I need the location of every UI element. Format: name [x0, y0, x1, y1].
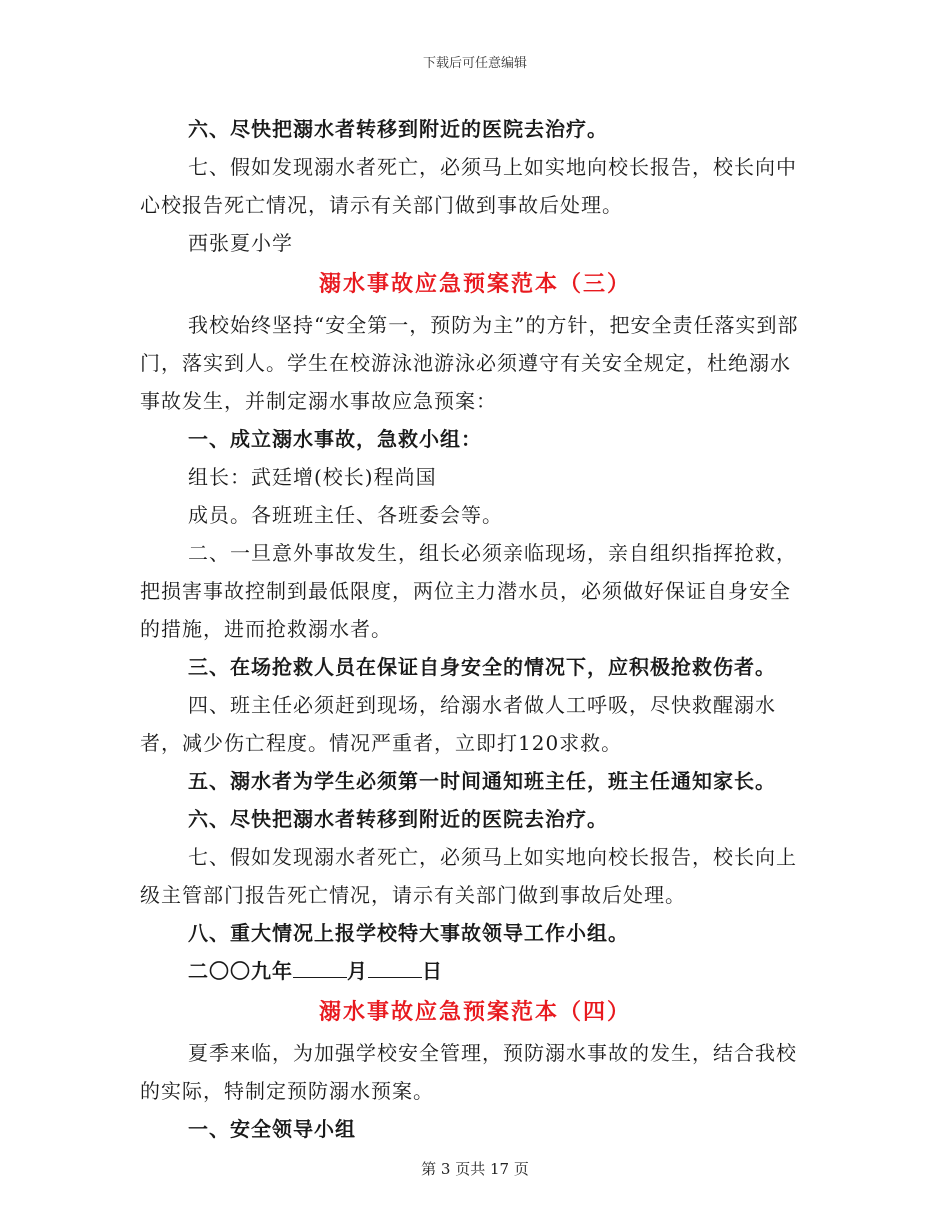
page-number-footer: 第 3 页共 17 页	[421, 1160, 529, 1178]
section-heading-4: 溺水事故应急预案范本（四）	[318, 999, 631, 1025]
paragraph-item-2: 二、一旦意外事故发生，组长必须亲临现场，亲自组织指挥抢救，把损害事故控制到最低限度，两位主力潜水员，必须做好保证自身安全的措施，进而抢救溺水者。	[140, 541, 797, 641]
date-day: 日	[422, 959, 443, 983]
paragraph-intro: 我校始终坚持“安全第一，预防为主”的方针，把安全责任落实到部门，落实到人。学生在校游泳池游泳必须遵守有关安全规定，杜绝溺水事故发生，并制定溺水事故应急预案：	[140, 313, 799, 413]
month-blank	[293, 955, 347, 978]
paragraph-item-1: 一、成立溺水事故，急救小组：	[188, 427, 482, 451]
paragraph-item-4: 四、班主任必须赶到现场，给溺水者做人工呼吸，尽快救醒溺水者，减少伤亡程度。情况严重者，立即打120求救。	[140, 693, 776, 755]
document-body	[140, 110, 810, 1148]
date-month: 月	[347, 959, 368, 983]
paragraph-death-report: 七、假如发现溺水者死亡，必须马上如实地向校长报告，校长向中心校报告死亡情况，请示有关部门做到事故后处理。	[140, 155, 797, 217]
paragraph-item-5: 五、溺水者为学生必须第一时间通知班主任，班主任通知家长。	[188, 769, 776, 793]
date-line	[140, 952, 810, 990]
page-header-note: 下载后可任意编辑	[422, 56, 527, 71]
section-heading-3: 溺水事故应急预案范本（三）	[318, 271, 631, 297]
paragraph-item-8: 八、重大情况上报学校特大事故领导工作小组。	[188, 921, 629, 945]
day-blank	[368, 955, 422, 978]
paragraph-item-3: 三、在场抢救人员在保证自身安全的情况下，应积极抢救伤者。	[188, 655, 776, 679]
paragraph-item-7: 七、假如发现溺水者死亡，必须马上如实地向校长报告，校长向上级主管部门报告死亡情况，请示有关部门做到事故后处理。	[140, 845, 797, 907]
paragraph-members: 成员。各班班主任、各班委会等。	[188, 503, 503, 527]
paragraph-group-leader: 组长：武廷增(校长)程尚国	[188, 465, 437, 489]
paragraph-safety-group: 一、安全领导小组	[188, 1117, 356, 1141]
paragraph-school-signature: 西张夏小学	[188, 231, 293, 255]
paragraph-summer-intro: 夏季来临，为加强学校安全管理，预防溺水事故的发生，结合我校的实际，特制定预防溺水预案。	[140, 1041, 797, 1103]
paragraph-transfer-hospital: 六、尽快把溺水者转移到附近的医院去治疗。	[188, 117, 608, 141]
paragraph-item-6: 六、尽快把溺水者转移到附近的医院去治疗。	[188, 807, 608, 831]
date-year: 二〇〇九年	[188, 959, 293, 983]
